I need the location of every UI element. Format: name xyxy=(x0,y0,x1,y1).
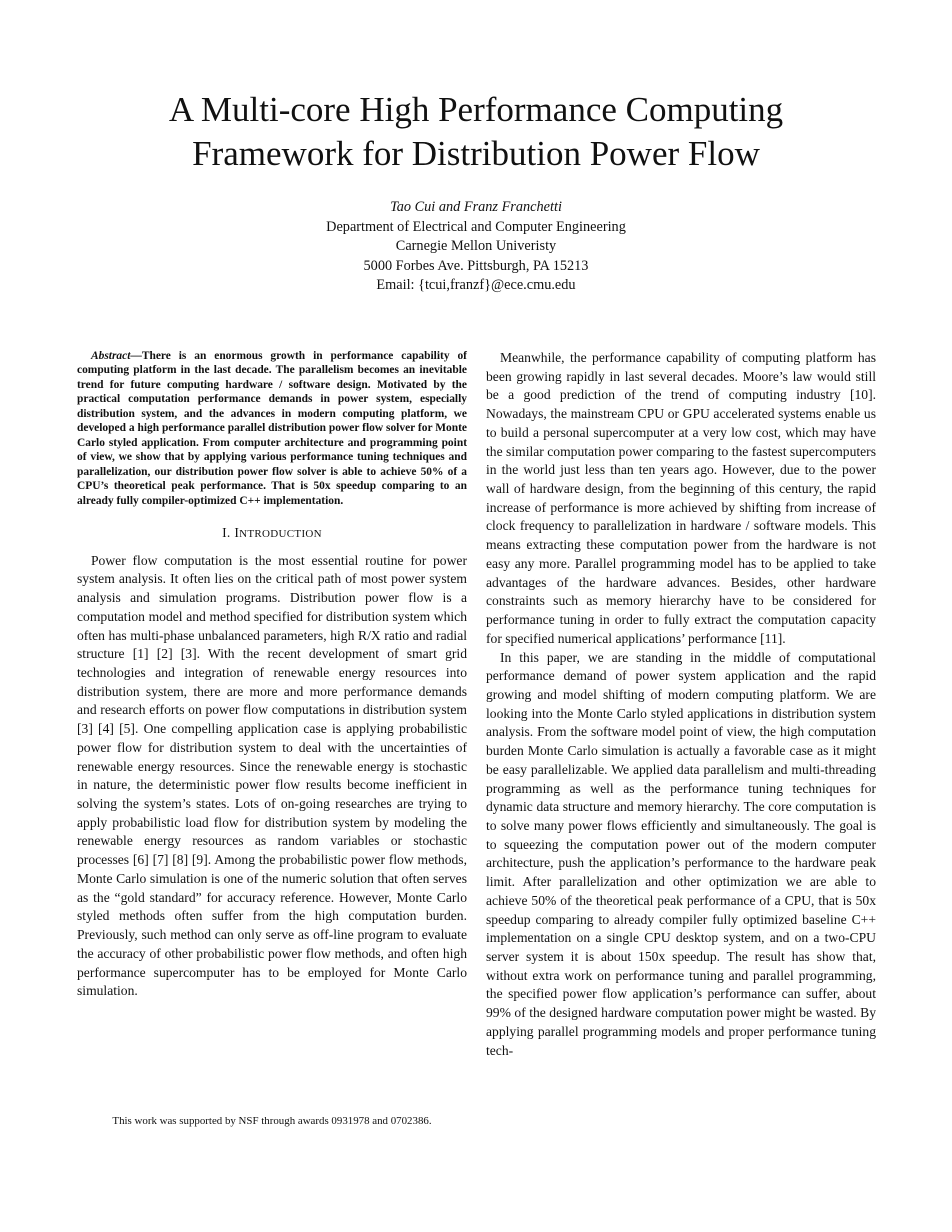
abstract-text: —There is an enormous growth in performance capability of computing platform in the last decade. The parallelism becomes an inevitable trend for future computing hardware / software design. Motivated by the practical computation performance demands in power system, especially distribution system, and the advances in modern computing platform, we developed a high performance parallel distribution power flow solver for Monte Carlo styled application. From computer architecture and programming point of view, we show that by applying various performance tuning techniques and parallelization, our distribution power flow solver is able to achieve 50% of a CPU’s theoretical peak performance. That is 50x speedup comparing to an already fully compiler-optimized C++ implementation. xyxy=(77,350,467,507)
section-title-rest: NTRODUCTION xyxy=(239,527,322,540)
affiliation-department: Department of Electrical and Computer Engineering xyxy=(326,218,626,235)
section-number: I. xyxy=(222,524,235,540)
section-heading-introduction xyxy=(77,524,467,544)
intro-paragraph-1: Power flow computation is the most essential routine for power system analysis. It often lies on the critical path of most power system analysis and simulation programs. Distribution power flow is a computation model and method specified for distribution system which often has multi-phase unbalanced parameters, high R/X ratio and radial structure [1] [2] [3]. With the recent development of smart grid technologies and integration of renewable energy resources into distribution system, there are more and more performance demands and research efforts on power flow computations in distribution system [3] [4] [5]. One compelling application case is applying probabilistic power flow for distribution system to deal with the uncertainties of renewable energy resources. Since the renewable energy is stochastic in nature, the deterministic power flow results become inefficient in solving the system’s states. Lots of on-going researches are trying to apply probabilistic load flow for distribution system by modeling the renewable energy resources as random variables or stochastic processes [6] [7] [8] [9]. Among the probabilistic power flow methods, Monte Carlo simulation is one of the numeric solution that often serves as the “gold standard” for accuracy reference. However, Monte Carlo styled methods often suffer from the high computation burden. Previously, such method can only serve as off-line program to evaluate the accuracy of other probabilistic power flow methods, and often high performance supercomputer has to be employed for Monte Carlo simulation. xyxy=(77,552,467,999)
right-paragraph-1: Meanwhile, the performance capability of computing platform has been growing rapidly in last several decades. Moore’s law would still be a good prediction of the trend of computing industry [10]. Nowadays, the mainstream CPU or GPU accelerated systems enable us to build a personal supercomputer at a very low cost, which may have the similar computation power comparing to the fastest supercomputers in the world just less than ten years ago. However, due to the power wall of hardware design, from the beginning of this century, the rapid increase of performance is more achieved by shifting from increase of clock frequency to parallelization in hardware / software models. This means extracting these computation power from the hardware is not easy any more. Parallel programming model has to be applied to take advantages of the hardware advances. Besides, other hardware constraints such as memory hierarchy have to be considered for performance tuning in order to fully extract the computation capacity for specified numerical applications’ performance [11]. xyxy=(486,350,876,646)
right-paragraph-2: In this paper, we are standing in the middle of computational performance demand of power system application and the rapid growing and model shifting of modern computing platform. We are looking into the Monte Carlo styled applications in distribution system analysis. From the software model point of view, the high computation burden Monte Carlo simulation is actually a favorable case as it might be easy parallelizable. We applied data parallelism and multi-threading programming as well as the performance tuning techniques for dynamic data structure and memory hierarchy. The core computation is to solve many power flows efficiently and simultaneously. The goal is to squeezing the computation power out of the modern computer architecture, push the application’s performance to the hardware peak limit. After parallelization and other optimization we are able to achieve 50% of the theoretical peak performance of a CPU, that is 50x speedup comparing to already compiler fully optimized baseline C++ implementation on a single CPU desktop system, and on a two-CPU server system it is about 150x speedup. The result has show that, without extra work on performance tuning and parallel programming, the specified power flow application’s performance can suffer, about 99% of the designed hardware computation power might be wasted. By applying parallel programming models and proper performance tuning tech- xyxy=(486,649,876,1058)
abstract-label: Abstract xyxy=(91,350,131,362)
title-line-2: Framework for Distribution Power Flow xyxy=(192,133,760,173)
right-column xyxy=(486,349,876,1060)
title-line-1: A Multi-core High Performance Computing xyxy=(168,90,784,129)
footnote: This work was supported by NSF through awards 0931978 and 0702386. xyxy=(112,1115,432,1127)
affiliation-university: Carnegie Mellon Univeristy xyxy=(395,238,557,254)
affiliation-address: 5000 Forbes Ave. Pittsburgh, PA 15213 xyxy=(363,257,589,274)
paper-title xyxy=(60,88,892,176)
author-names: Tao Cui and Franz Franchetti xyxy=(390,199,562,215)
section-initial: I xyxy=(234,524,240,540)
author-block xyxy=(176,198,776,296)
abstract xyxy=(77,349,467,508)
left-column xyxy=(77,349,467,1001)
author-email: Email: {tcui,franzf}@ece.cmu.edu xyxy=(376,277,576,293)
